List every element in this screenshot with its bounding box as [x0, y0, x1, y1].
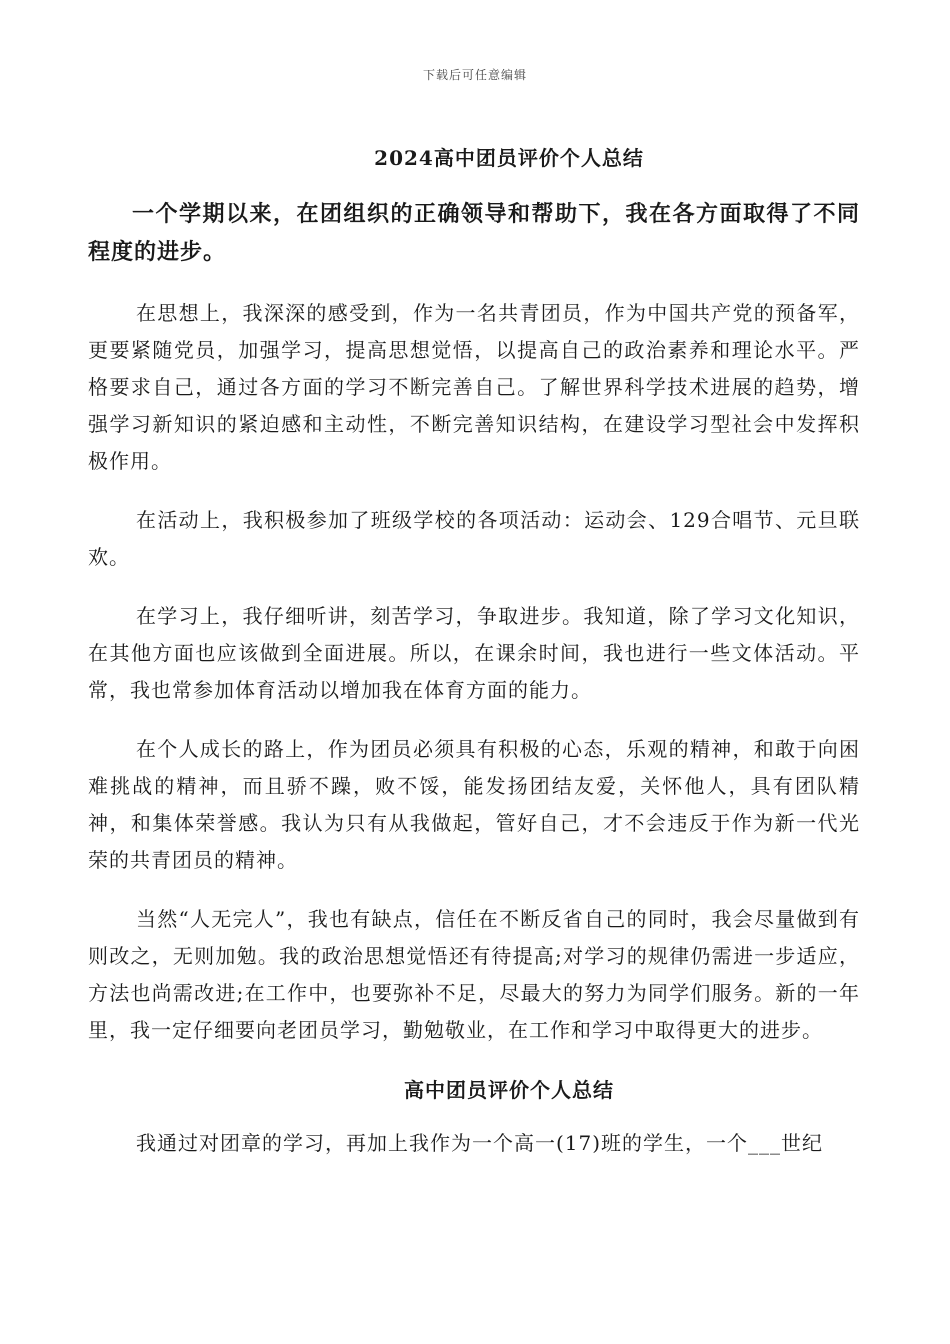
section-subtitle: 高中团员评价个人总结: [404, 1078, 614, 1102]
paragraph-continued: 我通过对团章的学习，再加上我作为一个高一(17)班的学生，一个___世纪: [136, 1131, 824, 1155]
paragraph-growth: 在个人成长的路上，作为团员必须具有积极的心态，乐观的精神，和敢于向困难挑战的精神，而且骄不躁，败不馁，能发扬团结友爱，关怀他人，具有团队精神，和集体荣誉感。我认为只有从我做起，管好自己，才不会违反于作为新一代光荣的共青团员的精神。: [88, 737, 860, 872]
paragraph-shortcomings: 当然“人无完人”，我也有缺点，信任在不断反省自己的同时，我会尽量做到有则改之，无则加勉。我的政治思想觉悟还有待提高;对学习的规律仍需进一步适应，方法也尚需改进;在工作中，也要弥补不足，尽最大的努力为同学们服务。新的一年里，我一定仔细要向老团员学习，勤勉敬业，在工作和学习中取得更大的进步。: [88, 907, 860, 1042]
lead-paragraph: 一个学期以来，在团组织的正确领导和帮助下，我在各方面取得了不同程度的进步。: [88, 201, 860, 265]
document-title: 2024高中团员评价个人总结: [374, 146, 644, 170]
paragraph-activities: 在活动上，我积极参加了班级学校的各项活动：运动会、129合唱节、元旦联欢。: [88, 508, 860, 569]
paragraph-thought: 在思想上，我深深的感受到，作为一名共青团员，作为中国共产党的预备军，更要紧随党员，加强学习，提高思想觉悟，以提高自己的政治素养和理论水平。严格要求自己，通过各方面的学习不断完善自己。了解世界科学技术进展的趋势，增强学习新知识的紧迫感和主动性，不断完善知识结构，在建设学习型社会中发挥积极作用。: [88, 301, 860, 473]
header-note: 下载后可任意编辑: [422, 68, 527, 82]
document-body: [88, 138, 860, 1162]
paragraph-study: 在学习上，我仔细听讲，刻苦学习，争取进步。我知道，除了学习文化知识，在其他方面也应该做到全面进展。所以，在课余时间，我也进行一些文体活动。平常，我也常参加体育活动以增加我在体育方面的能力。: [88, 604, 860, 702]
